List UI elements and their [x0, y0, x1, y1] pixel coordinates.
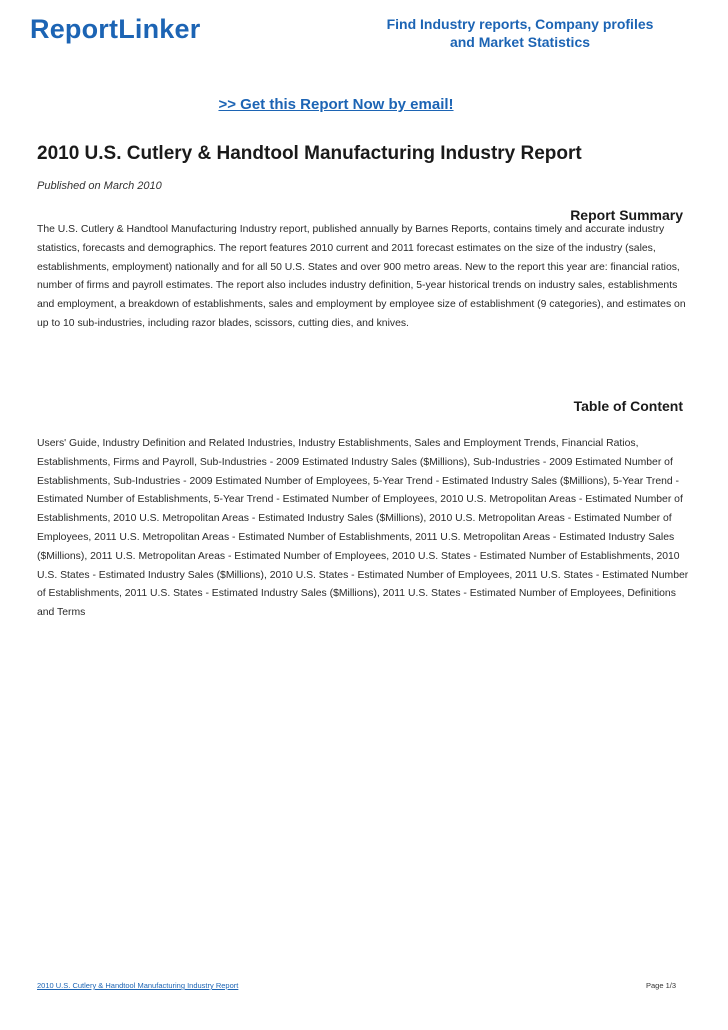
get-report-email-link[interactable]: >> Get this Report Now by email! [218, 96, 454, 113]
report-title: 2010 U.S. Cutlery & Handtool Manufacturing Industry Report [37, 143, 582, 164]
tagline-line-1: Find Industry reports, Company profiles [386, 16, 654, 32]
header-tagline [372, 15, 668, 51]
footer-report-link[interactable]: 2010 U.S. Cutlery & Handtool Manufacturing Industry Report [37, 981, 239, 990]
page-number: Page 1/3 [645, 981, 676, 990]
table-of-content-heading: Table of Content [573, 398, 683, 414]
table-of-content-text: Users' Guide, Industry Definition and Related Industries, Industry Establishments, Sales and Employment Trends, Financial Ratios, Establishments, Firms and Payroll, Sub-Industries - 2009 Estimated Industry Sales ($Millions), Sub-Industries - 2009 Estimated Number of Establishments, Sub-Industries - 2009 Estimated Number of Employees, 5-Year Trend - Estimated Industry Sales ($Millions), 5-Year Trend - Estimated Number of Establishments, 5-Year Trend - Estimated Number of Employees, 2010 U.S. Metropolitan Areas - Estimated Number of Establishments, 2010 U.S. Metropolitan Areas - Estimated Industry Sales ($Millions), 2010 U.S. Metropolitan Areas - Estimated Number of Employees, 2011 U.S. Metropolitan Areas - Estimated Number of Establishments, 2011 U.S. Metropolitan Areas - Estimated Industry Sales ($Millions), 2011 U.S. Metropolitan Areas - Estimated Number of Employees, 2010 U.S. States - Estimated Number of Establishments, 2010 U.S. States - Estimated Industry Sales ($Millions), 2010 U.S. States - Estimated Number of Employees, 2011 U.S. States - Estimated Number of Establishments, 2011 U.S. States - Estimated Industry Sales ($Millions), 2011 U.S. States - Estimated Number of Employees, Definitions and Terms [37, 438, 689, 619]
report-summary-text: The U.S. Cutlery & Handtool Manufacturing Industry report, published annually by Barnes Reports, contains timely and accurate industry statistics, forecasts and demographics. The report features 2010 current and 2011 forecast estimates on the size of the industry (sales, establishments, employment) nationally and for all 50 U.S. States and over 900 metro areas. New to the report this year are: financial ratios, number of firms and payroll estimates. The report also includes industry definition, 5-year historical trends on industry sales, establishments and employment, a breakdown of establishments, sales and employment by employee size of establishment (9 categories), and estimates on up to 10 sub-industries, including razor blades, scissors, cutting dies, and knives. [37, 224, 686, 329]
report-summary-heading: Report Summary [570, 207, 683, 223]
reportlinker-logo[interactable]: ReportLinker [30, 14, 201, 44]
tagline-line-2: and Market Statistics [449, 34, 591, 50]
published-date: Published on March 2010 [37, 180, 162, 192]
